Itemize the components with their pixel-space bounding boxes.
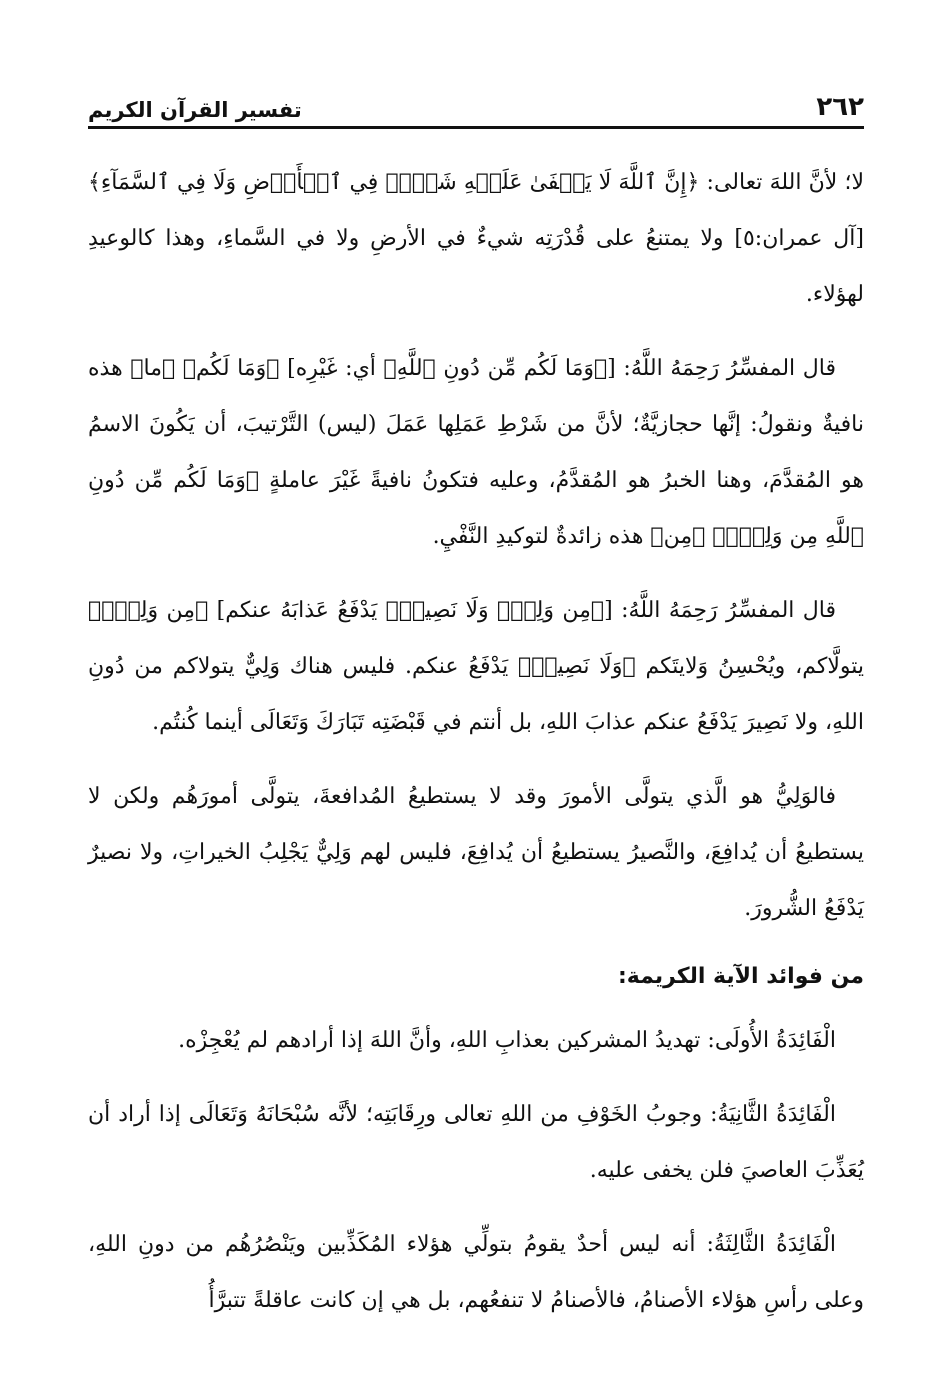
page [88, 88, 864, 1347]
paragraph-1: لا؛ لأنَّ اللهَ تعالى: ﴿إِنَّ ٱللَّهَ لَا يَخۡفَىٰ عَلَيۡهِ شَيۡءٞ فِي ٱلۡأَرۡضِ وَلَا فِي ٱلسَّمَآءِ﴾ [آل عمران:٥] ولا يمتنعُ على قُدْرَتِه شيءٌ في الأرضِ ولا في السَّماءِ، وهذا كالوعيدِ لهؤلاء. [88, 170, 864, 307]
benefit-1: الْفَائِدَةُ الأُولَى: تهديدُ المشركين بعذابِ اللهِ، وأنَّ اللهَ إذا أرادهم لم يُعْجِزْه. [178, 1028, 836, 1053]
benefit-2: الْفَائِدَةُ الثَّانِيَةُ: وجوبُ الخَوْفِ من اللهِ تعالى ورِقَابَتِه؛ لأنَّه سُبْحَانَهُ وَتَعَالَى إذا أراد أن يُعَذِّبَ العاصيَ فلن يخفى عليه. [88, 1102, 864, 1183]
page-number: ٢٦٢ [816, 92, 864, 122]
benefit-3: الْفَائِدَةُ الثَّالِثَةُ: أنه ليس أحدٌ يقومُ بتولِّي هؤلاء المُكَذِّبين ويَنْصُرُهُم من دونِ اللهِ، وعلى رأسِ هؤلاء الأصنامُ، فالأصنامُ لا تنفعُهم، بل هي إن كانت عاقلةً تتبرَّأُ [88, 1232, 864, 1313]
page-header [88, 88, 864, 129]
running-title: تفسير القرآن الكريم [88, 98, 302, 122]
paragraph-4: فالوَلِيُّ هو الَّذي يتولَّى الأمورَ وقد لا يستطيعُ المُدافعةَ، يتولَّى أمورَهُم ولكن لا يستطيعُ أن يُدافِعَ، والنَّصيرُ يستطيعُ أن يُدافِعَ، فليس لهم وَلِيٌّ يَجْلِبُ الخيراتِ، ولا نصيرٌ يَدْفَعُ الشُّرورَ. [88, 784, 864, 921]
paragraph-2: قال المفسِّرُ رَحِمَهُ اللَّهُ: [﴿وَمَا لَكُم مِّن دُونِ ٱللَّهِ﴾ أي: غَيْرِه] ﴿وَمَا لَكُم﴾ ﴿ما﴾ هذه نافيةٌ ونقولُ: إنَّها حجازيَّةٌ؛ لأنَّ من شَرْطِ عَمَلِها عَمَلَ (ليس) التَّرْتيبَ، أن يَكُونَ الاسمُ هو المُقدَّمَ، وهنا الخبرُ هو المُقدَّمُ، وعليه فتكونُ نافيةً غَيْرَ عاملةٍ ﴿وَمَا لَكُم مِّن دُونِ ٱللَّهِ مِن وَلِيّٖ﴾ ﴿مِن﴾ هذه زائدةٌ لتوكيدِ النَّفْيِ. [88, 356, 864, 549]
paragraph-3: قال المفسِّرُ رَحِمَهُ اللَّهُ: [﴿مِن وَلِيّٖ وَلَا نَصِيرٖ﴾ يَدْفَعُ عَذابَهُ عنكم] ﴿مِن وَلِيّٖ﴾ يتولَّاكم، ويُحْسِنُ وَلايتَكم ﴿وَلَا نَصِيرٖ﴾ يَدْفَعُ عنكم. فليس هناك وَلِيٌّ يتولاكم من دُونِ اللهِ، ولا نَصِيرَ يَدْفَعُ عنكم عذابَ اللهِ، بل أنتم في قَبْضَتِه تَبَارَكَ وَتَعَالَى أينما كُنتُم. [88, 598, 864, 735]
page-body [88, 155, 864, 1329]
benefits-heading: من فوائد الآية الكريمة: [617, 964, 864, 989]
